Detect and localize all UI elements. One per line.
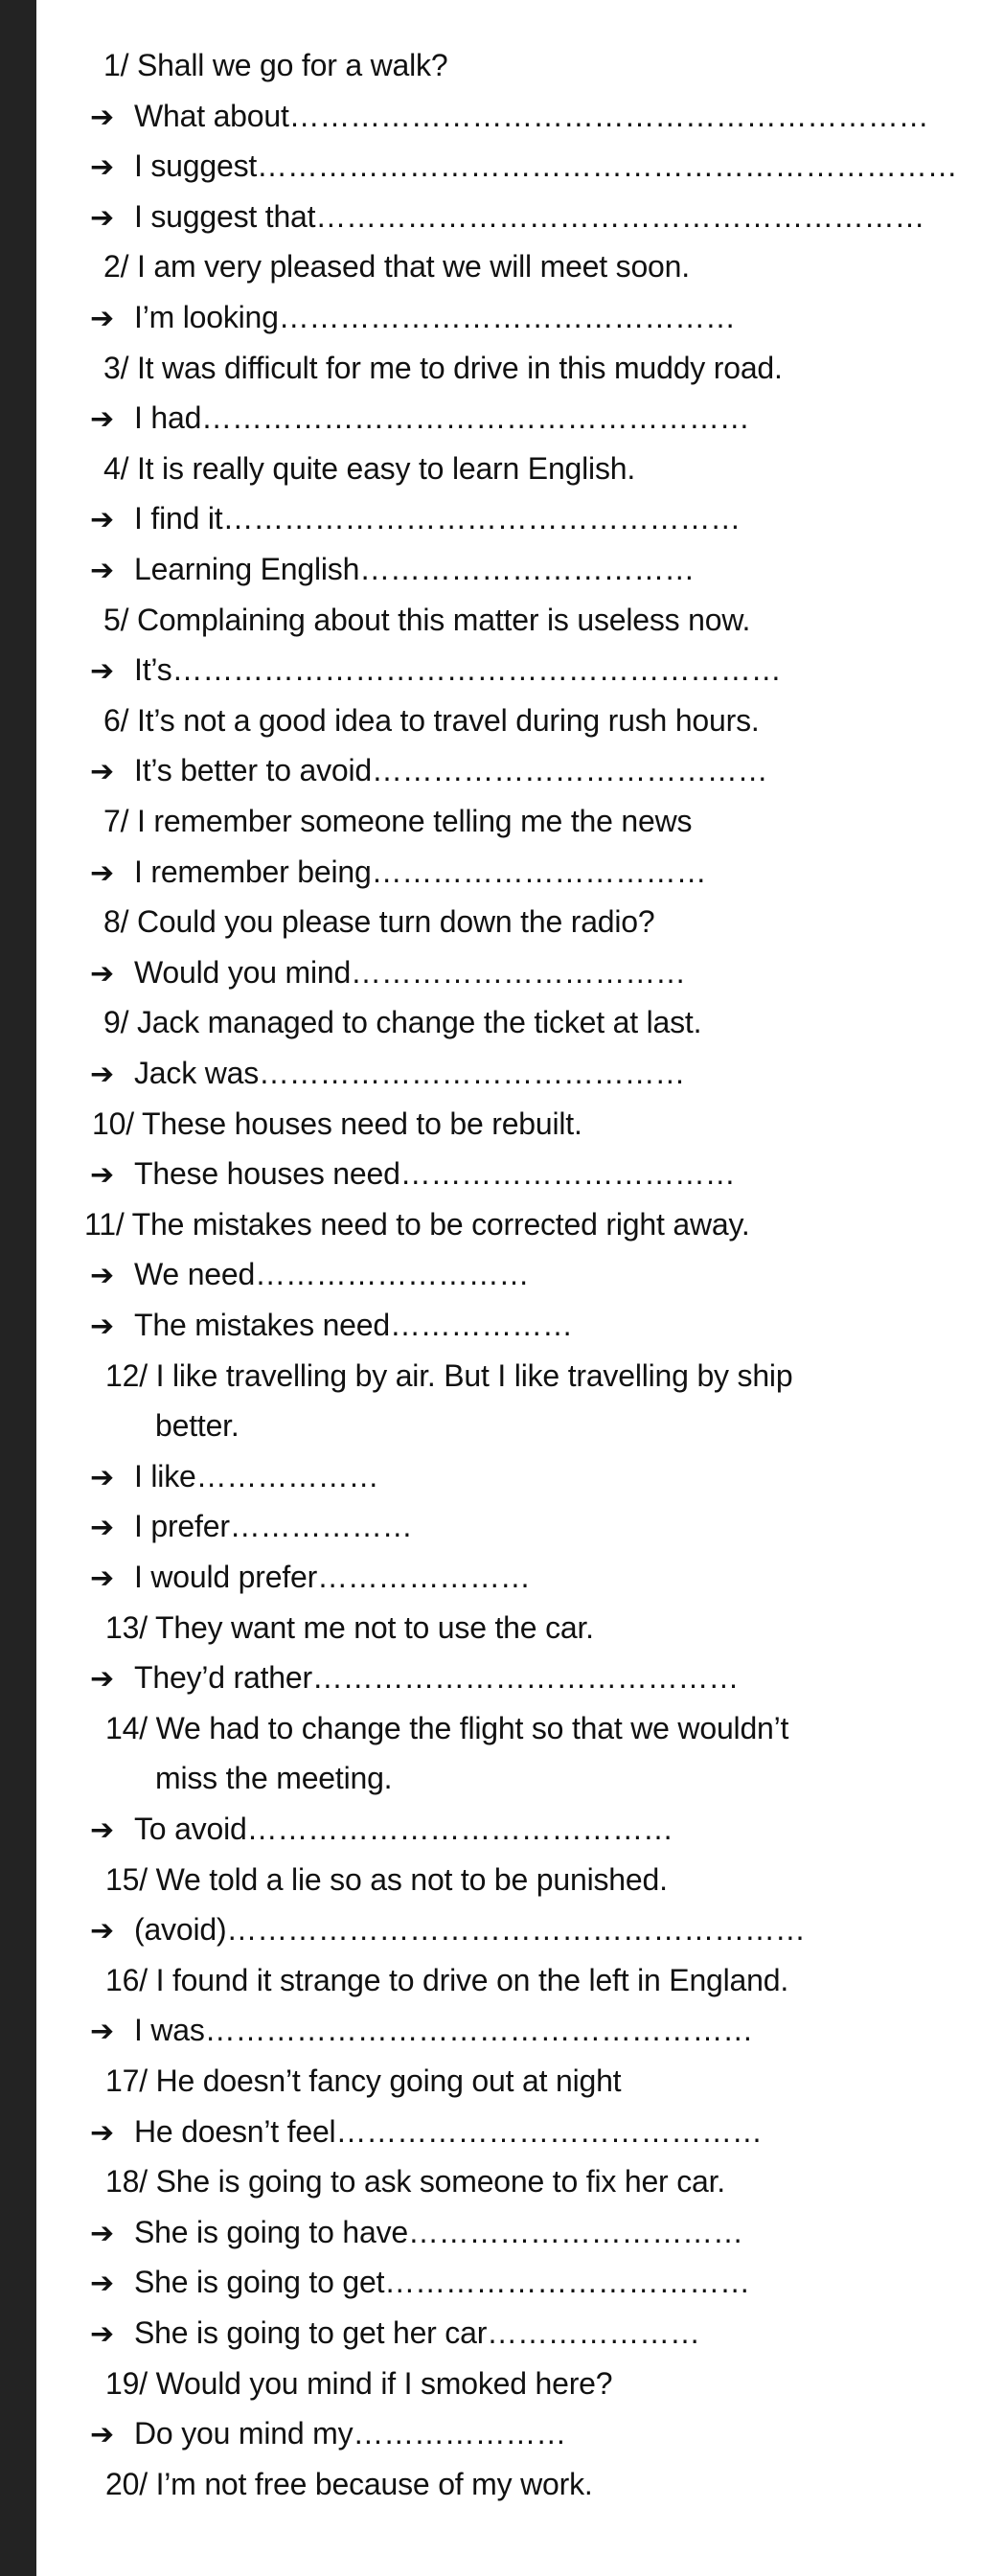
question-continuation: miss the meeting. bbox=[155, 1761, 393, 1796]
answer-text: I like……………… bbox=[134, 1458, 379, 1493]
arrow-icon: ➔ bbox=[90, 504, 114, 536]
answer-line bbox=[90, 1150, 736, 1197]
question-line: 11/ The mistakes need to be corrected right away. bbox=[84, 1206, 750, 1242]
answer-text: They’d rather…………………………………… bbox=[134, 1660, 740, 1696]
arrow-icon: ➔ bbox=[90, 856, 114, 889]
answer-text: To avoid…………………………………… bbox=[134, 1812, 673, 1846]
arrow-icon: ➔ bbox=[90, 1915, 114, 1948]
answer-line bbox=[90, 1553, 531, 1601]
question-continuation: better. bbox=[155, 1408, 240, 1444]
question-line: 9/ Jack managed to change the ticket at last. bbox=[103, 1005, 702, 1040]
arrow-icon: ➔ bbox=[90, 1311, 114, 1342]
arrow-icon: ➔ bbox=[90, 1059, 114, 1090]
answer-text: I suggest that…………………………………………………… bbox=[134, 198, 925, 234]
answer-line bbox=[90, 1805, 673, 1853]
answer-text: Learning English…………………………… bbox=[134, 552, 695, 586]
answer-line bbox=[90, 1502, 413, 1550]
question-line: 1/ Shall we go for a walk? bbox=[103, 48, 448, 82]
arrow-icon: ➔ bbox=[90, 2318, 114, 2350]
question-line: 12/ I like travelling by air. But I like travelling by ship bbox=[105, 1357, 793, 1393]
answer-text: These houses need…………………………… bbox=[134, 1156, 736, 1192]
question-line: 17/ He doesn’t fancy going out at night bbox=[105, 2063, 622, 2098]
answer-line bbox=[90, 394, 750, 442]
answer-text: She is going to get her car………………… bbox=[134, 2315, 700, 2350]
answer-line bbox=[90, 1049, 685, 1097]
question-line: 15/ We told a lie so as not to be punished. bbox=[105, 1861, 668, 1897]
question-line: 13/ They want me not to use the car. bbox=[105, 1609, 594, 1645]
answer-text: Would you mind…………………………… bbox=[134, 954, 686, 990]
answer-text: It’s…………………………………………………… bbox=[134, 652, 782, 688]
arrow-icon: ➔ bbox=[90, 2268, 114, 2300]
question-line: 10/ These houses need to be rebuilt. bbox=[92, 1106, 582, 1141]
answer-text: I suggest…………………………………………………………… bbox=[134, 148, 958, 184]
answer-text: I find it…………………………………………… bbox=[134, 501, 741, 536]
arrow-icon: ➔ bbox=[90, 1461, 114, 1493]
arrow-icon: ➔ bbox=[90, 756, 114, 788]
worksheet-page bbox=[36, 0, 981, 2576]
arrow-icon: ➔ bbox=[90, 2217, 114, 2249]
question-line: 8/ Could you please turn down the radio? bbox=[103, 904, 655, 940]
answer-text: It’s better to avoid………………………………… bbox=[134, 753, 768, 788]
answer-text: I’m looking……………………………………… bbox=[134, 300, 736, 334]
answer-text: I remember being…………………………… bbox=[134, 854, 707, 889]
left-dark-bar bbox=[0, 0, 36, 2576]
answer-line bbox=[90, 1301, 573, 1349]
answer-line bbox=[90, 1905, 806, 1953]
answer-text: Do you mind my………………… bbox=[134, 2416, 566, 2451]
answer-line bbox=[90, 2006, 753, 2054]
arrow-icon: ➔ bbox=[90, 2419, 114, 2451]
arrow-icon: ➔ bbox=[90, 1814, 114, 1846]
question-line: 7/ I remember someone telling me the news bbox=[103, 804, 693, 838]
question-line: 14/ We had to change the flight so that we wouldn’t bbox=[105, 1710, 789, 1745]
answer-text: Jack was…………………………………… bbox=[134, 1056, 686, 1090]
answer-line bbox=[90, 848, 706, 896]
arrow-icon: ➔ bbox=[90, 101, 114, 133]
arrow-icon: ➔ bbox=[90, 1159, 114, 1192]
answer-line bbox=[90, 1452, 378, 1500]
answer-text: We need……………………… bbox=[134, 1257, 530, 1292]
question-line: 16/ I found it strange to drive on the left in England. bbox=[105, 1962, 789, 1997]
answer-text: I had……………………………………………… bbox=[134, 400, 750, 436]
answer-text: (avoid)………………………………………………… bbox=[134, 1912, 806, 1948]
question-line: 6/ It’s not a good idea to travel during rush hours. bbox=[103, 702, 760, 738]
answer-line bbox=[90, 948, 686, 996]
answer-line bbox=[90, 142, 957, 190]
arrow-icon: ➔ bbox=[90, 303, 114, 334]
answer-text: I would prefer………………… bbox=[134, 1560, 531, 1594]
answer-text: The mistakes need……………… bbox=[134, 1308, 573, 1342]
arrow-icon: ➔ bbox=[90, 151, 114, 184]
question-line: 20/ I’m not free because of my work. bbox=[105, 2466, 593, 2501]
answer-line bbox=[90, 193, 924, 240]
question-line: 18/ She is going to ask someone to fix her car. bbox=[105, 2164, 725, 2200]
question-line: 3/ It was difficult for me to drive in this muddy road. bbox=[103, 350, 783, 385]
answer-line bbox=[90, 494, 741, 542]
answer-line bbox=[90, 92, 928, 140]
answer-text: He doesn’t feel…………………………………… bbox=[134, 2113, 763, 2149]
arrow-icon: ➔ bbox=[90, 1260, 114, 1292]
arrow-icon: ➔ bbox=[90, 2016, 114, 2048]
question-line: 2/ I am very pleased that we will meet soon. bbox=[103, 249, 690, 285]
answer-line bbox=[90, 646, 782, 694]
arrow-icon: ➔ bbox=[90, 403, 114, 436]
question-line: 4/ It is really quite easy to learn English. bbox=[103, 450, 636, 486]
answer-line bbox=[90, 746, 767, 794]
answer-text: I prefer……………… bbox=[134, 1509, 413, 1544]
answer-line bbox=[90, 1653, 739, 1701]
arrow-icon: ➔ bbox=[90, 1562, 114, 1594]
arrow-icon: ➔ bbox=[90, 2116, 114, 2149]
answer-line bbox=[90, 2208, 743, 2256]
answer-line bbox=[90, 1250, 529, 1298]
answer-line bbox=[90, 2309, 700, 2357]
question-line: 5/ Complaining about this matter is useless now. bbox=[103, 602, 751, 637]
answer-text: I was……………………………………………… bbox=[134, 2013, 754, 2048]
arrow-icon: ➔ bbox=[90, 957, 114, 990]
arrow-icon: ➔ bbox=[90, 1663, 114, 1696]
arrow-icon: ➔ bbox=[90, 555, 114, 586]
answer-line bbox=[90, 293, 736, 341]
answer-text: What about……………………………………………………… bbox=[134, 98, 929, 133]
answer-line bbox=[90, 545, 695, 593]
arrow-icon: ➔ bbox=[90, 201, 114, 234]
answer-line bbox=[90, 2108, 763, 2155]
answer-line bbox=[90, 2258, 750, 2306]
answer-text: She is going to get……………………………… bbox=[134, 2265, 750, 2300]
answer-text: She is going to have…………………………… bbox=[134, 2214, 743, 2249]
answer-line bbox=[90, 2409, 566, 2457]
arrow-icon: ➔ bbox=[90, 1512, 114, 1544]
arrow-icon: ➔ bbox=[90, 655, 114, 688]
question-line: 19/ Would you mind if I smoked here? bbox=[105, 2365, 613, 2401]
